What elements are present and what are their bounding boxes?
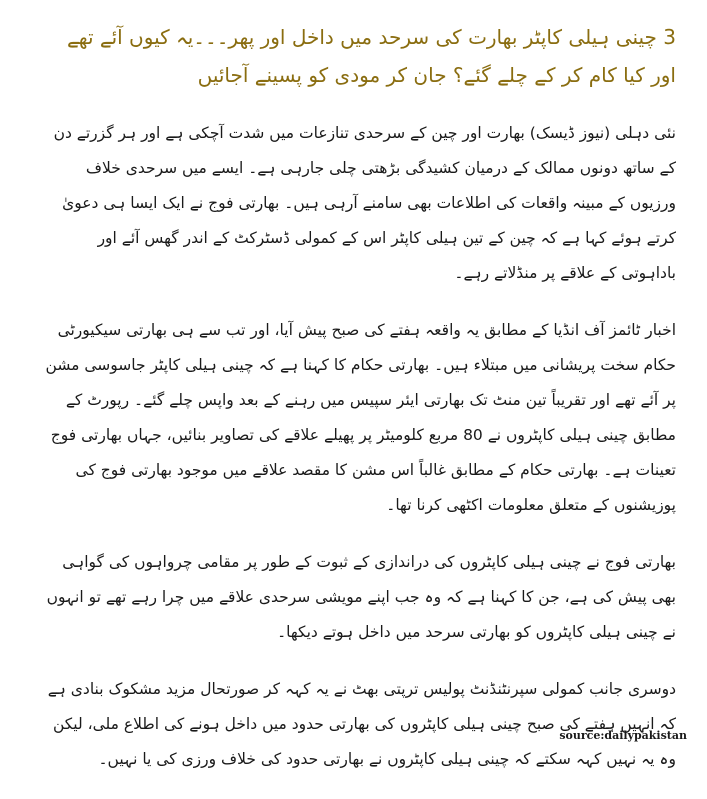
paragraph-4: دوسری جانب کمولی سپرنٹنڈنٹ پولیس ترپتی بھٹ نے یہ کہہ کر صورتحال مزید مشکوک بنادی ہے کہ انہیں ہفتے کی صبح چینی ہیلی کاپٹروں کی بھارتی حدود میں داخل ہونے کی اطلاع ملی، لیکن وہ یہ نہیں کہہ سکتے کہ چینی ہیلی کاپٹروں نے بھارتی حدود کی خلاف ورزی کی یا نہیں۔ (47, 680, 676, 768)
paragraph-2: اخبار ٹائمز آف انڈیا کے مطابق یہ واقعہ ہفتے کی صبح پیش آیا، اور تب سے ہی بھارتی سیکیورٹی حکام سخت پریشانی میں مبتلاء ہیں۔ بھارتی حکام کا کہنا ہے کہ چینی ہیلی کاپٹر جاسوسی مشن پر آئے تھے اور تقریباً تین منٹ تک بھارتی ایئر سپیس میں رہنے کے بعد واپس چلے گئے۔ رپورٹ کے مطابق چینی ہیلی کاپٹروں نے 80 مربع کلومیٹر پر پھیلے علاقے کی تصاویر بنائیں، جہاں بھارتی فوج تعینات ہے۔ بھارتی حکام کے مطابق غالباً اس مشن کا مقصد علاقے میں موجود بھارتی فوج کی پوزیشنوں کے متعلق معلومات اکٹھی کرنا تھا۔ (45, 321, 676, 514)
paragraph-1: نئی دہلی (نیوز ڈیسک) بھارت اور چین کے سرحدی تنازعات میں شدت آچکی ہے اور ہر گزرتے دن کے ساتھ دونوں ممالک کے درمیان کشیدگی بڑھتی چلی جارہی ہے۔ ایسے میں سرحدی خلاف ورزیوں کے مبینہ واقعات کی اطلاعات بھی سامنے آرہی ہیں۔ بھارتی فوج نے ایک ایسا ہی دعویٰ کرتے ہوئے کہا ہے کہ چین کے تین ہیلی کاپٹر اس کے کمولی ڈسٹرکٹ کے اندر گھس آئے اور باداہوتی کے علاقے پر منڈلاتے رہے۔ (53, 124, 676, 282)
source-credit: source:dailypakistan (559, 729, 687, 742)
paragraph-3: بھارتی فوج نے چینی ہیلی کاپٹروں کی دراندازی کے ثبوت کے طور پر مقامی چرواہوں کی گواہی بھی پیش کی ہے، جن کا کہنا ہے کہ وہ جب اپنے مویشی سرحدی علاقے میں چرا رہے تھے تو انہوں نے چینی ہیلی کاپٹروں کو بھارتی سرحد میں داخل ہوتے دیکھا۔ (46, 553, 676, 641)
headline: 3 چینی ہیلی کاپٹر بھارت کی سرحد میں داخل اور پھر۔۔۔یہ کیوں آئے تھے اور کیا کام کر کے چلے گئے؟ جان کر مودی کو پسینے آجائیں (67, 25, 676, 87)
article (40, 18, 676, 799)
